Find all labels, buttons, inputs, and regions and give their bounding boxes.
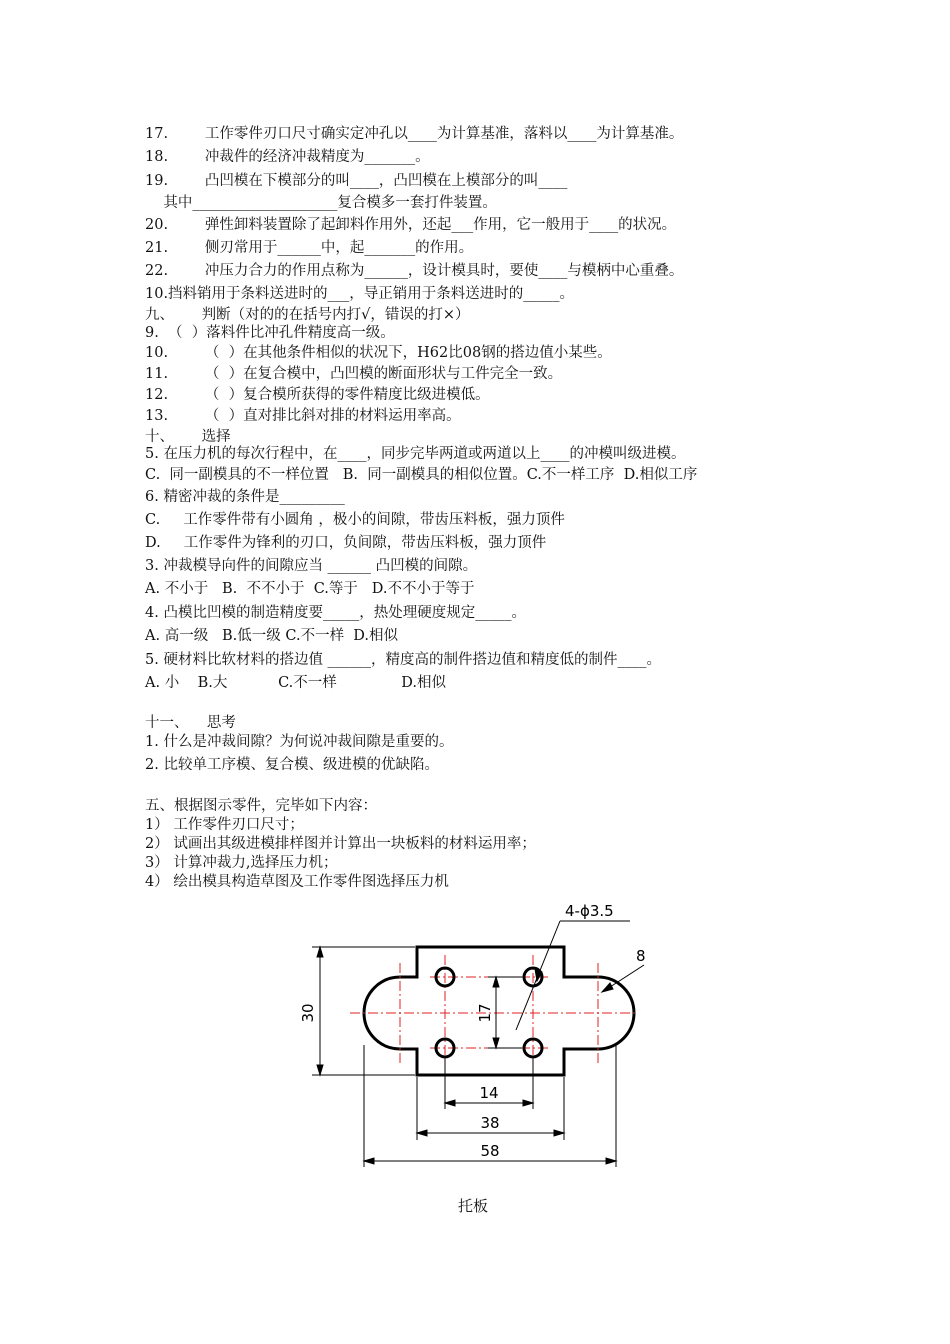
text-line: 十一、 思考: [145, 715, 236, 731]
text-line: 3） 计算冲裁力,选择压力机；: [145, 855, 338, 871]
text-line: A. 高一级 B.低一级 C.不一样 D.相似: [145, 628, 399, 644]
text-line: A. 不小于 B. 不不小于 C.等于 D.不不小于等于: [145, 581, 475, 597]
dim-width-inner: 38: [480, 1114, 500, 1132]
part-outline: [364, 947, 634, 1075]
text-line: 13. （ ）直对排比斜对排的材料运用率高。: [145, 408, 461, 424]
text-line: 5. 硬材料比软材料的搭边值 ______，精度高的制件搭边值和精度低的制件____。: [145, 652, 662, 668]
text-line: 九、 判断（对的的在括号内打√，错误的打×）: [145, 307, 470, 323]
text-line: 17. 工作零件刃口尺寸确实定冲孔以____为计算基准，落料以____为计算基准。: [145, 126, 684, 142]
figure-caption: 托板: [458, 1197, 489, 1215]
text-line: 6. 精密冲裁的条件是_________: [145, 489, 345, 505]
text-line: 五、根据图示零件，完毕如下内容：: [145, 798, 377, 814]
text-line: 18. 冲裁件的经济冲裁精度为_______。: [145, 149, 430, 165]
text-line: 十、 选择: [145, 429, 231, 445]
text-line: 22. 冲压力合力的作用点称为______，设计模具时，要使____与模柄中心重叠。: [145, 263, 684, 279]
text-line: A. 小 B.大 C.不一样 D.相似: [145, 675, 447, 691]
text-line: C. 同一副模具的不一样位置 B. 同一副模具的相似位置。C.不一样工序 D.相似工序: [145, 467, 698, 483]
part-drawing: [290, 895, 650, 1185]
text-line: 4. 凸模比凹模的制造精度要_____，热处理硬度规定_____。: [145, 605, 526, 621]
dim-height: 30: [299, 1003, 317, 1023]
dim-hole-spacing-h: 14: [479, 1084, 499, 1102]
text-line: 2. 比较单工序模、复合模、级进模的优缺陷。: [145, 757, 439, 773]
text-line: 10.挡料销用于条料送进时的___，导正销用于条料送进时的_____。: [145, 286, 575, 302]
text-line: 11. （ ）在复合模中，凸凹模的断面形状与工件完全一致。: [145, 366, 563, 382]
text-line: C. 工作零件带有小圆角 ，极小的间隙，带齿压料板，强力顶件: [145, 512, 565, 528]
dim-hole-spacing-v: 17: [476, 1003, 494, 1023]
text-line: 21. 侧刃常用于______中，起_______的作用。: [145, 240, 474, 256]
dim-width-total: 58: [480, 1142, 500, 1160]
text-line: 10. （ ）在其他条件相似的状况下，H62比08钢的搭边值小某些。: [145, 345, 612, 361]
text-line: 其中____________________复合模多一套打件装置。: [145, 195, 497, 211]
text-line: D. 工作零件为锋利的刃口，负间隙，带齿压料板，强力顶件: [145, 535, 547, 551]
text-line: 12. （ ）复合模所获得的零件精度比级进模低。: [145, 387, 490, 403]
text-line: 1. 什么是冲裁间隙？为何说冲裁间隙是重要的。: [145, 734, 454, 750]
text-line: 1） 工作零件刃口尺寸；: [145, 817, 304, 833]
text-line: 3. 冲裁模导向件的间隙应当 ______ 凸凹模的间隙。: [145, 558, 478, 574]
dim-radius: 8: [636, 947, 646, 965]
text-line: 19. 凸凹模在下模部分的叫____，凸凹模在上模部分的叫____: [145, 173, 568, 189]
text-line: 2） 试画出其级进模排样图并计算出一块板料的材料运用率；: [145, 836, 536, 852]
text-line: 9. （ ）落料件比冲孔件精度高一级。: [145, 325, 395, 341]
text-line: 5. 在压力机的每次行程中，在____，同步完毕两道或两道以上____的冲模叫级进模。: [145, 446, 686, 462]
text-line: 20. 弹性卸料装置除了起卸料作用外，还起___作用，它一般用于____的状况。: [145, 217, 677, 233]
text-line: 4） 绘出模具构造草图及工作零件图选择压力机: [145, 874, 449, 890]
dim-holes: 4-ϕ3.5: [565, 902, 614, 920]
